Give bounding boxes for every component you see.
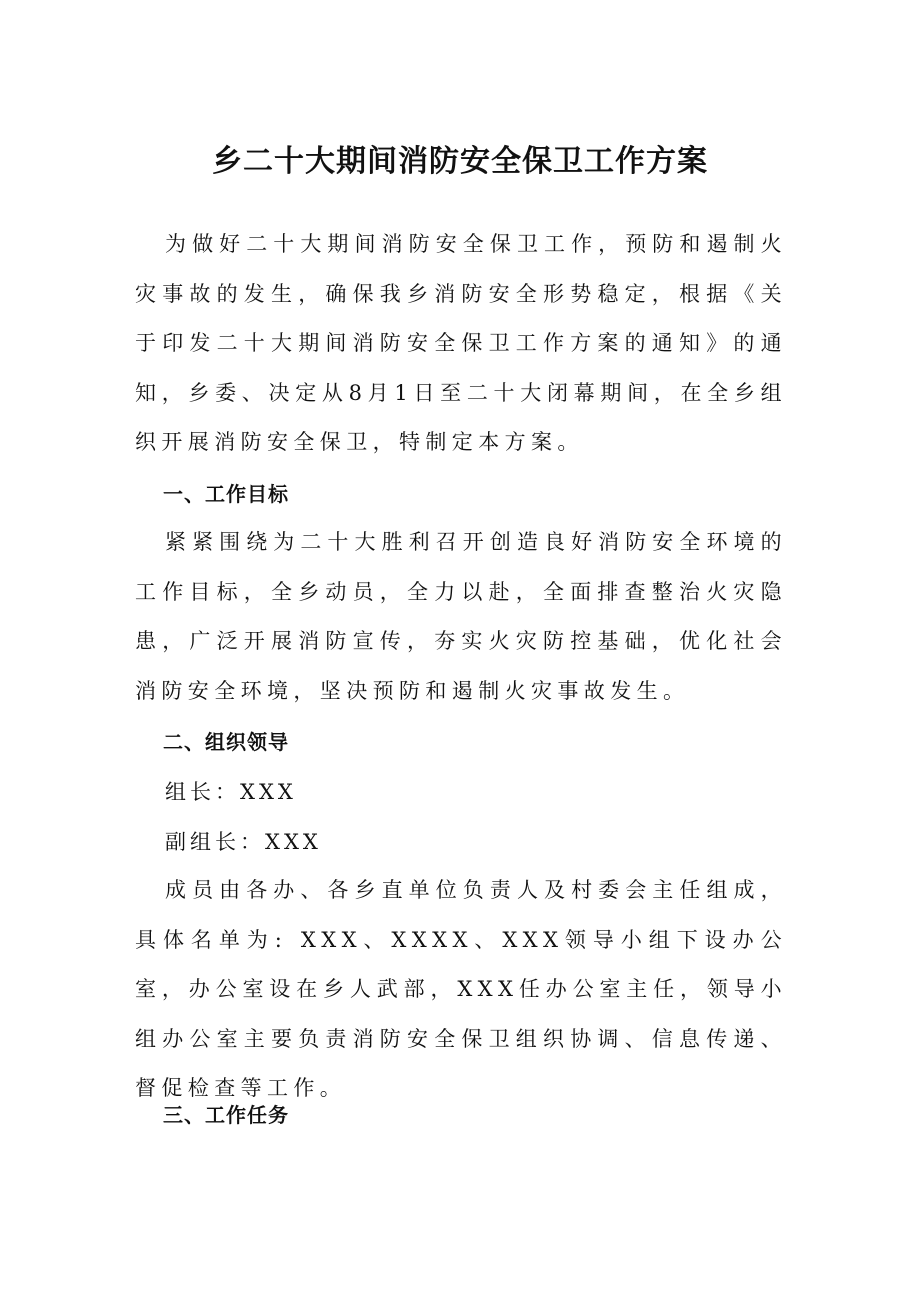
deputy-leader-line: 副组长：XXX [165,830,322,854]
document-title: 乡二十大期间消防安全保卫工作方案 [212,144,708,179]
section-heading-tasks: 三、工作任务 [163,1103,289,1127]
leader-line: 组长：XXX [165,780,297,804]
section-heading-leadership: 二、组织领导 [163,730,289,754]
section-heading-goals: 一、工作目标 [163,482,289,506]
members-paragraph: 成员由各办、各乡直单位负责人及村委会主任组成，具体名单为: XXX、XXXX、XXX领导小组下设办公室，办公室设在乡人武部，XXX任办公室主任，领导小组办公室主要负责消防安全保卫组织协调、信息传递、督促检查等工作。 [135,878,787,1100]
intro-paragraph: 为做好二十大期间消防安全保卫工作，预防和遏制火灾事故的发生，确保我乡消防安全形势稳定，根据《关于印发二十大期间消防安全保卫工作方案的通知》的通知，乡委、决定从8月1日至二十大闭幕期间，在全乡组织开展消防安全保卫，特制定本方案。 [135,232,787,454]
goals-paragraph: 紧紧围绕为二十大胜利召开创造良好消防安全环境的工作目标，全乡动员，全力以赴，全面排查整治火灾隐患，广泛开展消防宣传，夯实火灾防控基础，优化社会消防安全环境，坚决预防和遏制火灾事故发生。 [135,530,787,703]
